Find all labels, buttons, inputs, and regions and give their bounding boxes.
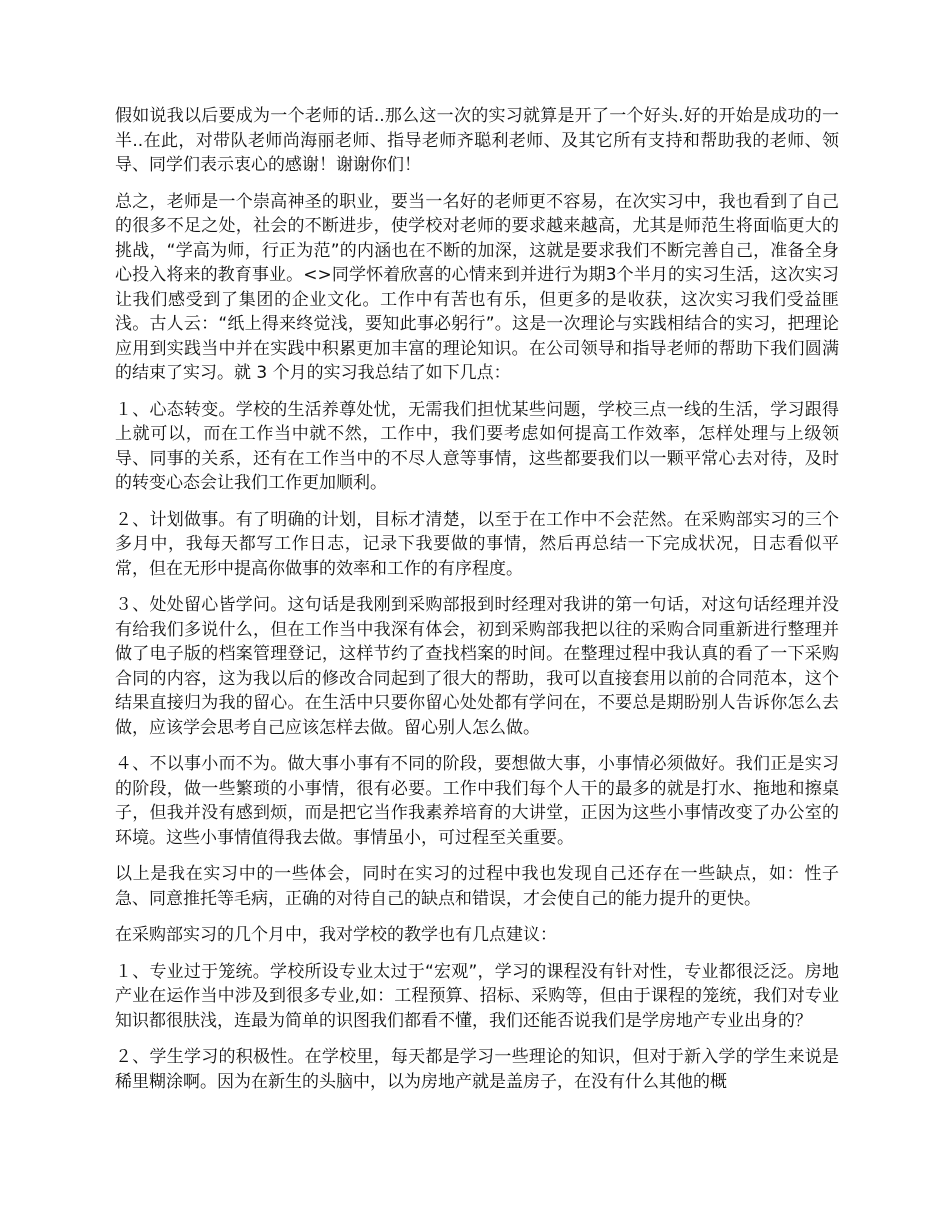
paragraph-suggestions-intro: 在采购部实习的几个月中，我对学校的教学也有几点建议： (115, 925, 557, 945)
paragraph-point-2: ２、计划做事。有了明确的计划，目标才清楚，以至于在工作中不会茫然。在采购部实习的三个多月中，我每天都写工作日志，记录下我要做的事情，然后再总结一下完成状况，日志看似平常，但在无形中提高你做事的效率和工作的有序程度。 (115, 509, 839, 579)
paragraph-suggestion-1: １、专业过于笼统。学校所设专业太过于“宏观”，学习的课程没有针对性，专业都很泛泛。房地产业在运作当中涉及到很多专业,如：工程预算、招标、采购等，但由于课程的笼统，我们对专业知识都很肤浅，连最为简单的识图我们都看不懂，我们还能否说我们是学房地产专业出身的？ (115, 961, 839, 1031)
document-body (115, 104, 839, 1106)
paragraph-point-4: ４、不以事小而不为。做大事小事有不同的阶段，要想做大事，小事情必须做好。我们正是实习的阶段，做一些繁琐的小事情，很有必要。工作中我们每个人干的最多的就是打水、拖地和擦桌子，但我并没有感到烦，而是把它当作我素养培育的大讲堂，正因为这些小事情改变了办公室的环境。这些小事情值得我去做。事情虽小，可过程至关重要。 (115, 754, 839, 848)
paragraph-point-3: ３、处处留心皆学问。这句话是我刚到采购部报到时经理对我讲的第一句话，对这句话经理并没有给我们多说什么，但在工作当中我深有体会，初到采购部我把以往的采购合同重新进行整理并做了电子版的档案管理登记，这样节约了查找档案的时间。在整理过程中我认真的看了一下采购合同的内容，这为我以后的修改合同起到了很大的帮助，我可以直接套用以前的合同范本，这个结果直接归为我的留心。在生活中只要你留心处处都有学问在，不要总是期盼别人告诉你怎么去做，应该学会思考自己应该怎样去做。留心别人怎么做。 (115, 595, 839, 738)
paragraph-point-1: １、心态转变。学校的生活养尊处忧，无需我们担忧某些问题，学校三点一线的生活，学习跟得上就可以，而在工作当中就不然，工作中，我们要考虑如何提高工作效率，怎样处理与上级领导、同事的关系，还有在工作当中的不尽人意等事情，这些都要我们以一颗平常心去对待，及时的转变心态会让我们工作更加顺利。 (115, 399, 839, 493)
paragraph-reflection: 以上是我在实习中的一些体会，同时在实习的过程中我也发现自己还存在一些缺点，如：性子急、同意推托等毛病，正确的对待自己的缺点和错误，才会使自己的能力提升的更快。 (115, 864, 839, 909)
paragraph-suggestion-2: ２、学生学习的积极性。在学校里，每天都是学习一些理论的知识，但对于新入学的学生来说是稀里糊涂啊。因为在新生的头脑中，以为房地产就是盖房子，在没有什么其他的概 (115, 1047, 839, 1092)
paragraph-thanks: 假如说我以后要成为一个老师的话..那么这一次的实习就算是开了一个好头.好的开始是成功的一半..在此，对带队老师尚海丽老师、指导老师齐聪利老师、及其它所有支持和帮助我的老师、领导、同学们表示衷心的感谢！谢谢你们！ (115, 106, 839, 175)
paragraph-summary: 总之，老师是一个崇高神圣的职业，要当一名好的老师更不容易，在次实习中，我也看到了自己的很多不足之处，社会的不断进步，使学校对老师的要求越来越高，尤其是师范生将面临更大的挑战，“学高为师，行正为范”的内涵也在不断的加深，这就是要求我们不断完善自己，准备全身心投入将来的教育事业。<>同学怀着欣喜的心情来到并进行为期3个半月的实习生活，这次实习让我们感受到了集团的企业文化。工作中有苦也有乐，但更多的是收获，这次实习我们受益匪浅。古人云：“纸上得来终觉浅，要知此事必躬行”。这是一次理论与实践相结合的实习，把理论应用到实践当中并在实践中积累更加丰富的理论知识。在公司领导和指导老师的帮助下我们圆满的结束了实习。就 3 个月的实习我总结了如下几点： (115, 191, 839, 383)
